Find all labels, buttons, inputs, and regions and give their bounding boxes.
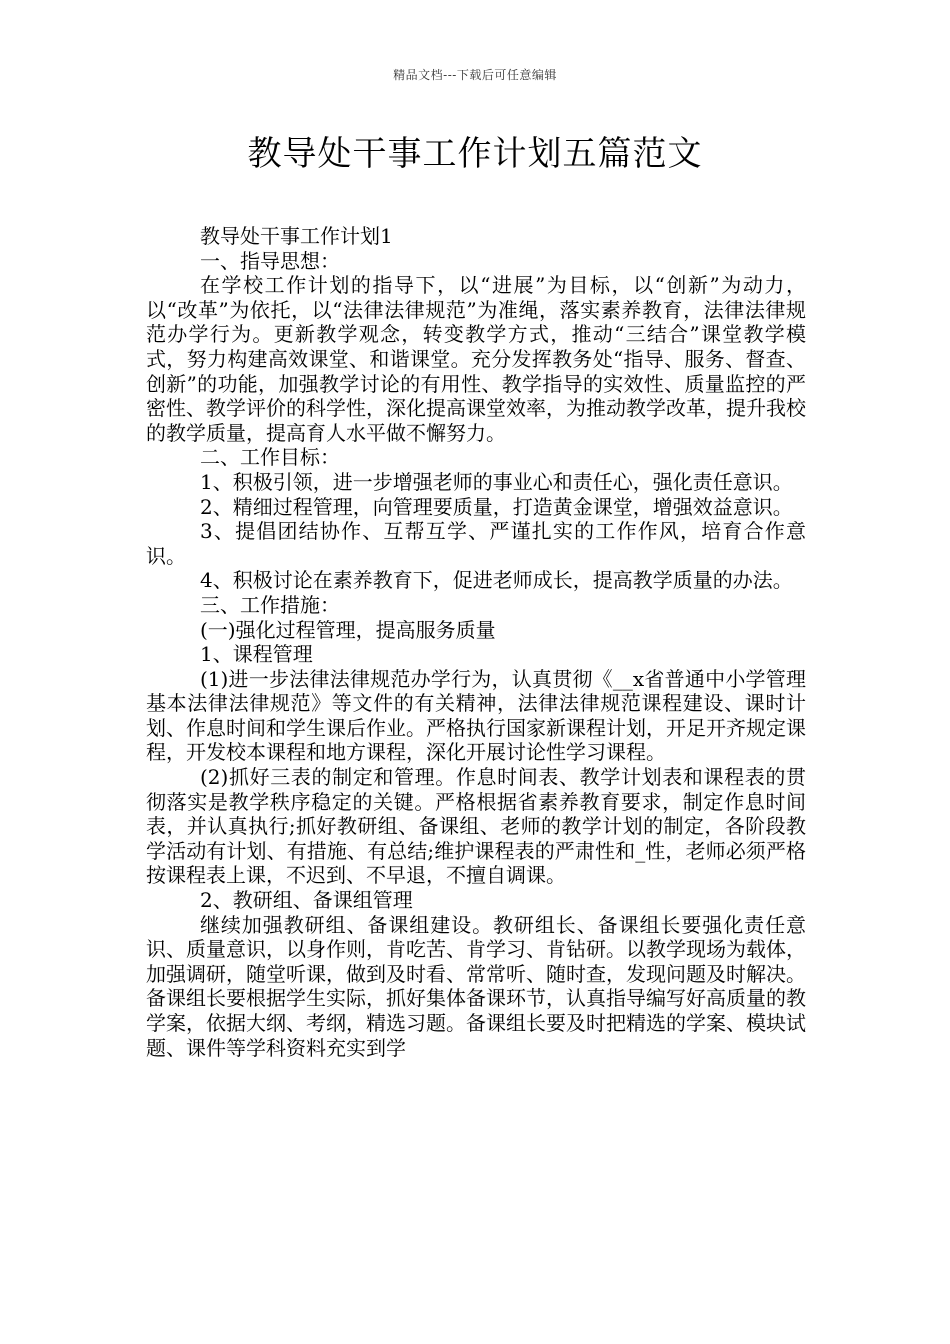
- heading-work-goals: 二、工作目标：: [200, 445, 340, 470]
- document-title: 教导处干事工作计划五篇范文: [247, 134, 703, 174]
- subheading-course-management: 1、课程管理: [200, 642, 313, 667]
- paragraph-teaching-groups: 继续加强教研组、备课组建设。教研组长、备课组长要强化责任意识、质量意识，以身作则，肯吃苦、肯学习、肯钻研。以教学现场为载体，加强调研，随堂听课，做到及时看、常常听、随时查，发现问题及时解决。备课组长要根据学生实际，抓好集体备课环节，认真指导编写好高质量的教学案，依据大纲、考纲，精选习题。备课组长要及时把精选的学案、模块试题、课件等学科资料充实到学: [146, 912, 806, 1060]
- paragraph-course-item-2: (2)抓好三表的制定和管理。作息时间表、教学计划表和课程表的贯彻落实是教学秩序稳定的关键。严格根据省素养教育要求，制定作息时间表，并认真执行;抓好教研组、备课组、老师的教学计划的制定，各阶段教学活动有计划、有措施、有总结;维护课程表的严肃性和_性，老师必须严格按课程表上课，不迟到、不早退，不擅自调课。: [146, 765, 806, 888]
- goal-item-2: 2、精细过程管理，向管理要质量，打造黄金课堂，增强效益意识。: [200, 494, 793, 519]
- section-subtitle: 教导处干事工作计划1: [200, 224, 393, 248]
- paragraph-guiding-thought: 在学校工作计划的指导下，以“进展”为目标，以“创新”为动力，以“改革”为依托，以“法律法律规范”为准绳，落实素养教育，法律法律规范办学行为。更新教学观念，转变教学方式，推动“三结合”课堂教学模式，努力构建高效课堂、和谐课堂。充分发挥教务处“指导、服务、督查、创新”的功能，加强教学讨论的有用性、教学指导的实效性、质量监控的严密性、教学评价的科学性，深化提高课堂效率，为推动教学改革，提升我校的教学质量，提高育人水平做不懈努力。: [146, 273, 806, 445]
- subheading-process-management: (一)强化过程管理，提高服务质量: [200, 617, 496, 642]
- goal-item-1: 1、积极引领，进一步增强老师的事业心和责任心，强化责任意识。: [200, 469, 793, 494]
- document-body: [146, 224, 806, 1060]
- goal-item-3: 3、提倡团结协作、互帮互学、严谨扎实的工作作风，培育合作意识。: [146, 519, 806, 568]
- heading-work-measures: 三、工作措施：: [200, 592, 340, 617]
- heading-guiding-thought: 一、指导思想：: [200, 248, 340, 273]
- subheading-teaching-groups: 2、教研组、备课组管理: [200, 888, 413, 913]
- goal-item-4: 4、积极讨论在素养教育下，促进老师成长，提高教学质量的办法。: [200, 568, 793, 593]
- header-note: 精品文档---下载后可任意编辑: [393, 68, 557, 82]
- paragraph-course-item-1: (1)进一步法律法律规范办学行为，认真贯彻《__x省普通中小学管理基本法律法律规范》等文件的有关精神，法律法律规范课程建设、课时计划、作息时间和学生课后作业。严格执行国家新课程计划，开足开齐规定课程，开发校本课程和地方课程，深化开展讨论性学习课程。: [146, 666, 806, 765]
